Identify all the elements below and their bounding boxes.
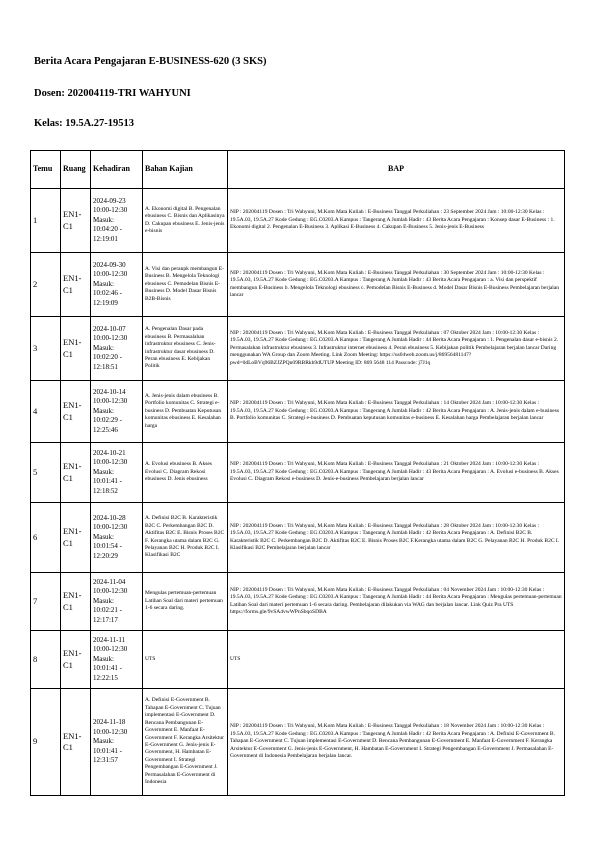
row-attendance: 2024-09-23 10:00-12:30 Masuk: 10:04:20 - 12:19:01 <box>93 196 128 243</box>
header-ruang: Ruang <box>61 151 91 189</box>
row-room: EN1-C1 <box>61 317 91 381</box>
row-number: 5 <box>31 443 61 503</box>
row-number: 6 <box>31 503 61 573</box>
table-row <box>31 443 565 503</box>
row-bap: NIP : 202004119 Dosen : Tri Wahyuni, M.Kom Mata Kuliah : E-Business Tanggal Perkuliahan : 07 Oktober 2024 Jam : 10:00-12:30 Kelas : 19.5A.03, 19.5A.27 Kode Gedung : EG.C0203.A Kampus : Tangerang A Jumlah Hadir : 44 Berita Acara Pengajaran : 1. Pengenalan dasar e-bisnis 2. Permasalahan infrastruktur ebusiness 3. Infrastruktur internet ebusiness 4. Peran ebusiness 5. Kebijakan politik Pembelajaran berjalan lancar Daring menggunakan WA Group dan Zoom Meeting. Link Zoom Meeting: https://us04web.zoom.us/j/86956481147?pwd=0dLoBVq96BZJZPQn09RBRkb9dUTUP Meeting ID: 869 5648 114 Passcode: j7J1q <box>228 317 565 381</box>
row-room: EN1-C1 <box>61 573 91 631</box>
row-attendance: 2024-10-07 10:00-12:30 Masuk: 10:02:20 - 12:18:51 <box>93 324 128 371</box>
table-header-row <box>31 151 565 189</box>
row-room: EN1-C1 <box>61 189 91 253</box>
document-title: Berita Acara Pengajaran E-BUSINESS-620 (3 SKS) <box>34 56 267 67</box>
row-number: 2 <box>31 253 61 317</box>
row-bap: NIP : 202004119 Dosen : Tri Wahyuni, M.Kom Mata Kuliah : E-Business Tanggal Perkuliahan : 18 November 2024 Jam : 10:00-12:30 Kelas : 19.5A.03, 19.5A.27 Kode Gedung : EG.C0203.A Kampus : Tangerang A Jumlah Hadir : 42 Berita Acara Pengajaran : A. Definisi E-Government B. Tahapan E-Government C. Tujuan implementasi E-Government D. Rencana Pembangunan E-Government E. Manfaat E-Government F. Kerangka Arsitektur E-Government G. Jenis-jenis E-Government, H. Hambatan E-Government I. Strategi Pengembangan E-Government J. Permasalahan E-Government di Indonesia Pembelajaran berjalan lancar. <box>228 689 565 796</box>
kelas-label: Kelas: 19.5A.27-19513 <box>34 118 135 129</box>
header-kehadiran: Kehadiran <box>91 151 143 189</box>
row-bap: NIP : 202004119 Dosen : Tri Wahyuni, M.Kom Mata Kuliah : E-Business Tanggal Perkuliahan : 04 November 2024 Jam : 10:00-12:30 Kelas : 19.5A.03, 19.5A.27 Kode Gedung : EG.C0203.A Kampus : Tangerang A Jumlah Hadir : 44 Berita Acara Pengajaran : Mengulas pertemuan-pertemuan Latihan Soal dari materi pertemuan 1-6 secara daring. Pembelajaran dilakukan via WAG dan berjalan lancar. Link Quiz Pra UTS https://forms.gle/9vSA4vwWPnSbqoSDBA <box>228 573 565 631</box>
row-topic: A. Pengenalan Dasar pada ebusiness B. Permasalahan infrastruktur ebusiness C. Jenis-infrastruktur dasar ebusiness D. Peran ebusiness E. Kebijakan Politik <box>143 317 228 381</box>
row-room: EN1-C1 <box>61 253 91 317</box>
row-bap: NIP : 202004119 Dosen : Tri Wahyuni, M.Kom Mata Kuliah : E-Business Tanggal Perkuliahan : 21 Oktober 2024 Jam : 10:00-12:30 Kelas : 19.5A.03, 19.5A.27 Kode Gedung : EG.C0203.A Kampus : Tangerang A Jumlah Hadir : 43 Berita Acara Pengajaran : A. Evolusi e-business B. Akses Evolusi C. Diagram Rekosi e-business D. Jenis-e-business Pembelajaran berjalan lancar <box>228 443 565 503</box>
row-bap: NIP : 202004119 Dosen : Tri Wahyuni, M.Kom Mata Kuliah : E-Business Tanggal Perkuliahan : 30 September 2024 Jam : 10:00-12:30 Kelas : 19.5A.03, 19.5A.27 Kode Gedung : EG.C0203.A Kampus : Tangerang A Jumlah Hadir : 43 Berita Acara Pengajaran : a. Visi dan perspektif membangun E-Business b. Mengelola Teknologi ebusiness c. Pemodelan Bisnis E-Business d. Model Dasar Bisnis E-Business Pembelajaran berjalan lancar <box>228 253 565 317</box>
row-number: 8 <box>31 631 61 689</box>
table-row <box>31 573 565 631</box>
row-number: 9 <box>31 689 61 796</box>
row-bap: NIP : 202004119 Dosen : Tri Wahyuni, M.Kom Mata Kuliah : E-Business Tanggal Perkuliahan : 23 September 2024 Jam : 10:00-12:30 Kelas : 19.5A.03, 19.5A.27 Kode Gedung : EG.C0203.A Kampus : Tangerang A Jumlah Hadir : 43 Berita Acara Pengajaran : Konsep dasar E-Business : 1. Ekonomi digital 2. Pengenalan E-Business 3. Aplikasi E-Business 4. Cakupan E-Business 5. Jenis-jenis E-Business <box>228 189 565 253</box>
row-topic: A. Ekonomi digital B. Pengenalan ebusiness C. Bisnis dan Aplikasinya D. Cakupan ebusiness E. Jenis-jenis e-bisnis <box>143 189 228 253</box>
table-row <box>31 253 565 317</box>
row-topic: UTS <box>143 631 228 689</box>
table-row <box>31 503 565 573</box>
row-number: 1 <box>31 189 61 253</box>
row-number: 4 <box>31 381 61 443</box>
header-bahan-kajian: Bahan Kajian <box>143 151 228 189</box>
table-row <box>31 631 565 689</box>
header-temu: Temu <box>31 151 61 189</box>
dosen-label: Dosen: 202004119-TRI WAHYUNI <box>34 88 191 99</box>
row-topic: A. Definisi B2C B. Karakteristik B2C C. Perkembangan B2C D. Aktifitas B2C E. Bisnis Proses B2C F. Kerangka utama dalam B2C G. Pelayanan B2C H. Produk B2C I. Klasifikasi B2C <box>143 503 228 573</box>
row-topic: A. Visi dan peranpk membangun E-Business B. Mengelola Teknologi ebusiness C. Pemodelan Bisnis E-Business D. Model Dasar Bisnis B2B-Bisnis <box>143 253 228 317</box>
header-bap: BAP <box>228 151 565 189</box>
row-bap: NIP : 202004119 Dosen : Tri Wahyuni, M.Kom Mata Kuliah : E-Business Tanggal Perkuliahan : 14 Oktober 2024 Jam : 10:00-12:30 Kelas : 19.5A.03, 19.5A.27 Kode Gedung : EG.C0203.A Kampus : Tangerang A Jumlah Hadir : 42 Berita Acara Pengajaran : A. Jenis-jenis dalam e-business B. Portfolio komunitas C. Strategi e-business D. Pembuatan keputusan komunitas e-business E. Kesalahan harga Pembelajaran berjalan lancar <box>228 381 565 443</box>
row-topic: A. Evolusi ebusiness B. Akses Evolusi C. Diagram Rekosi ebusiness D. Jenis ebusiness <box>143 443 228 503</box>
row-bap: UTS <box>228 631 565 689</box>
row-attendance: 2024-11-11 10:00-12:30 Masuk: 10:01:41 - 12:22:15 <box>93 635 128 682</box>
row-attendance: 2024-10-28 10:00-12:30 Masuk: 10:01:54 - 12:20:29 <box>93 513 128 560</box>
row-number: 3 <box>31 317 61 381</box>
table-row <box>31 317 565 381</box>
row-room: EN1-C1 <box>61 689 91 796</box>
table-row <box>31 689 565 796</box>
row-number: 7 <box>31 573 61 631</box>
row-room: EN1-C1 <box>61 631 91 689</box>
row-topic: Mengulas pertemuan-pertemuan Latihan Soal dari materi pertemuan 1-6 secara daring. <box>143 573 228 631</box>
row-attendance: 2024-10-21 10:00-12:30 Masuk: 10:01:41 - 12:18:52 <box>93 448 128 495</box>
table-row <box>31 189 565 253</box>
table-row <box>31 381 565 443</box>
row-room: EN1-C1 <box>61 381 91 443</box>
row-topic: A. Jenis-jenis dalam ebusiness B. Portfolio komunitas C. Strategi e-business D. Pembuatan Keputusan komunitas ebusiness E. Kesalahan harga <box>143 381 228 443</box>
row-attendance: 2024-11-04 10:00-12:30 Masuk: 10:02:21 - 12:17:17 <box>93 577 128 624</box>
row-attendance: 2024-09-30 10:00-12:30 Masuk: 10:02:46 - 12:19:09 <box>93 260 128 307</box>
row-room: EN1-C1 <box>61 443 91 503</box>
bap-table <box>30 150 565 796</box>
row-attendance: 2024-11-18 10:00-12:30 Masuk: 10:01:41 - 12:31:57 <box>93 718 128 765</box>
row-topic: A. Definisi E-Government B. Tahapan E-Government C. Tujuan implementasi E-Government D. Rencana Pembangunan E-Government E. Manfaat E-Government F. Kerangka Arsitektur E-Government G. Jenis-jenis E-Government, H. Hambatan E-Government I. Strategi Pengembangan E-Government J. Permasalahan E-Government di Indonesia <box>143 689 228 796</box>
row-attendance: 2024-10-14 10:00-12:30 Masuk: 10:02:29 - 12:25:46 <box>93 387 128 434</box>
row-bap: NIP : 202004119 Dosen : Tri Wahyuni, M.Kom Mata Kuliah : E-Business Tanggal Perkuliahan : 28 Oktober 2024 Jam : 10:00-12:30 Kelas : 19.5A.03, 19.5A.27 Kode Gedung : EG.C0203.A Kampus : Tangerang A Jumlah Hadir : 42 Berita Acara Pengajaran : A. Definisi B2C B. Karakteristik B2C C. Perkembangan B2C D. Aktifitas B2C E. Bisnis Proses B2C F.Kerangka utama dalam B2C G. Pelayanan B2C H. Produk B2C I. Klasifikasi B2C Pembelajaran berjalan lancar <box>228 503 565 573</box>
row-room: EN1-C1 <box>61 503 91 573</box>
